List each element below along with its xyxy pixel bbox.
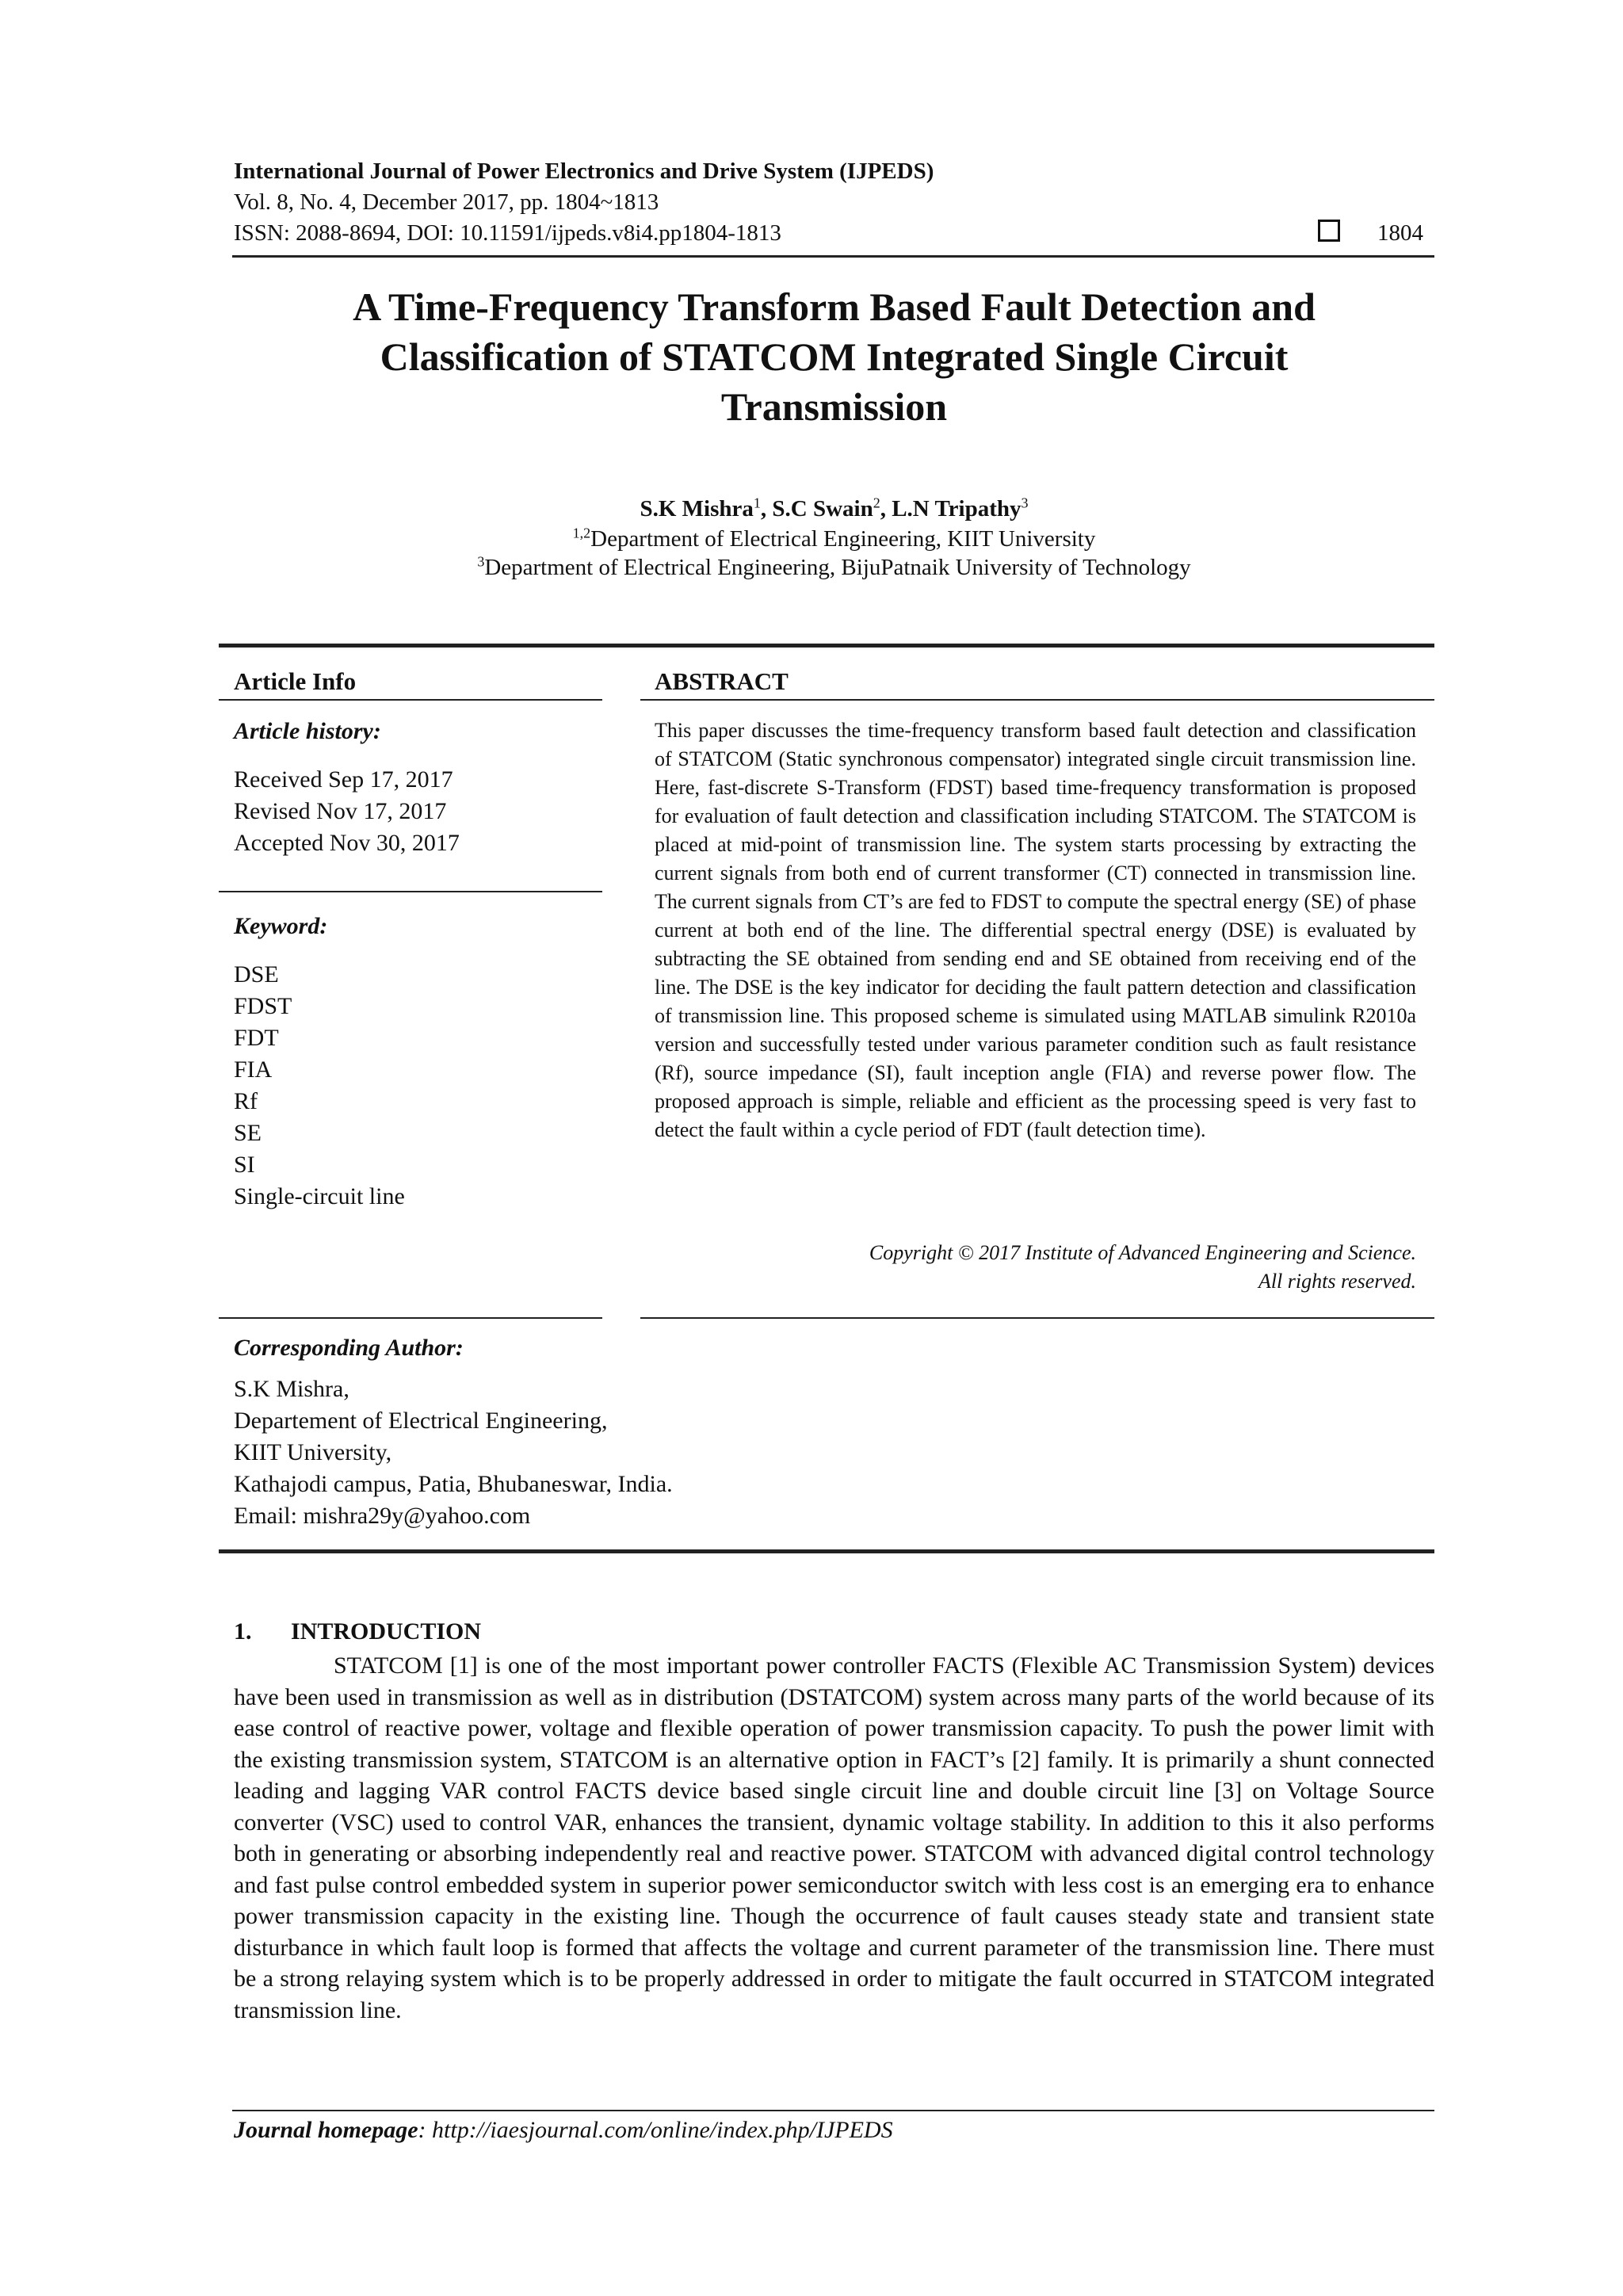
abstract-rule bbox=[640, 699, 1434, 701]
affiliation-1 bbox=[234, 525, 1434, 553]
corresponding-email: Email: mishra29y@yahoo.com bbox=[234, 1503, 531, 1529]
journal-homepage bbox=[234, 2117, 893, 2144]
homepage-label: Journal homepage bbox=[234, 2117, 418, 2143]
keyword-item: SE bbox=[234, 1120, 262, 1146]
corresponding-address: Kathajodi campus, Patia, Bhubaneswar, India. bbox=[234, 1471, 673, 1497]
left-column-bottom-rule bbox=[219, 1317, 602, 1319]
copyright bbox=[655, 1239, 1416, 1296]
volume-line: Vol. 8, No. 4, December 2017, pp. 1804~1813 bbox=[234, 189, 659, 215]
keyword-list bbox=[234, 959, 405, 1213]
introduction-heading bbox=[234, 1618, 481, 1645]
article-info-rule bbox=[219, 699, 602, 701]
header-rule bbox=[232, 255, 1434, 258]
paper-title bbox=[234, 282, 1434, 432]
section-title: INTRODUCTION bbox=[291, 1618, 482, 1645]
title-line-1: A Time-Frequency Transform Based Fault Detection and bbox=[353, 285, 1316, 329]
affiliation-1-sup: 1,2 bbox=[572, 525, 591, 541]
keyword-item: Single-circuit line bbox=[234, 1183, 405, 1209]
article-history-heading: Article history: bbox=[234, 718, 381, 744]
keyword-item: Rf bbox=[234, 1088, 258, 1114]
page-number: 1804 bbox=[1377, 220, 1423, 246]
article-info-heading: Article Info bbox=[234, 667, 357, 695]
corresponding-author-details bbox=[234, 1373, 673, 1532]
copyright-line-2: All rights reserved. bbox=[1258, 1270, 1416, 1293]
abstract-heading: ABSTRACT bbox=[655, 667, 789, 695]
corresponding-author-heading: Corresponding Author: bbox=[234, 1335, 464, 1361]
keyword-item: SI bbox=[234, 1152, 255, 1178]
author-3: , L.N Tripathy bbox=[880, 496, 1022, 521]
keyword-rule bbox=[219, 891, 602, 892]
info-box-top-rule bbox=[219, 644, 1434, 648]
abstract-bottom-rule bbox=[640, 1317, 1434, 1319]
revised-date: Revised Nov 17, 2017 bbox=[234, 798, 447, 824]
affiliation-1-text: Department of Electrical Engineering, KIIT University bbox=[590, 526, 1096, 552]
author-list bbox=[234, 495, 1434, 523]
author-1: S.K Mishra bbox=[640, 496, 754, 521]
section-number: 1. bbox=[234, 1618, 252, 1645]
corresponding-name: S.K Mishra, bbox=[234, 1376, 349, 1402]
keyword-item: DSE bbox=[234, 961, 279, 988]
title-line-3: Transmission bbox=[720, 384, 948, 429]
affiliation-2 bbox=[234, 553, 1434, 582]
author-2-sup: 2 bbox=[873, 495, 880, 511]
issn-line: ISSN: 2088-8694, DOI: 10.11591/ijpeds.v8i4.pp1804-1813 bbox=[234, 220, 781, 246]
introduction-body: STATCOM [1] is one of the most important power controller FACTS (Flexible AC Transmission System) devices have been used in transmission as well as in distribution (DSTATCOM) system across many parts of the world because of its ease control of reactive power, voltage and flexible operation of power transmission capacity. To push the power limit with the existing transmission system, STATCOM is an alternative option in FACT’s [2] family. It is primarily a shunt connected leading and lagging VAR control FACTS device based single circuit line and double circuit line [3] on Voltage Source converter (VSC) used to control VAR, enhances the transient, dynamic voltage stability. In addition to this it also performs both in generating or absorbing independently real and reactive power. STATCOM with advanced digital control technology and fast pulse control embedded system in superior power semiconductor switch with less cost is an emerging era to enhance power transmission capacity in the existing line. Though the occurrence of fault causes steady state and transient state disturbance in which fault loop is formed that affects the voltage and current parameter of the transmission line. There must be a strong relaying system which is to be properly addressed in order to mitigate the fault occurred in STATCOM integrated transmission line. bbox=[234, 1652, 1434, 2023]
keyword-heading: Keyword: bbox=[234, 913, 328, 939]
author-3-sup: 3 bbox=[1021, 495, 1029, 511]
corresponding-university: KIIT University, bbox=[234, 1439, 392, 1465]
keyword-item: FIA bbox=[234, 1056, 273, 1083]
keyword-item: FDT bbox=[234, 1025, 279, 1051]
accepted-date: Accepted Nov 30, 2017 bbox=[234, 830, 460, 856]
journal-name: International Journal of Power Electronics and Drive System (IJPEDS) bbox=[234, 159, 934, 184]
received-date: Received Sep 17, 2017 bbox=[234, 766, 453, 793]
checkbox-square-icon bbox=[1318, 220, 1340, 242]
copyright-line-1: Copyright © 2017 Institute of Advanced Engineering and Science. bbox=[869, 1241, 1416, 1264]
affiliation-2-text: Department of Electrical Engineering, BijuPatnaik University of Technology bbox=[484, 555, 1191, 580]
author-2: , S.C Swain bbox=[760, 496, 873, 521]
author-1-sup: 1 bbox=[753, 495, 761, 511]
affiliation-2-sup: 3 bbox=[477, 553, 485, 570]
homepage-url[interactable]: : http://iaesjournal.com/online/index.php/IJPEDS bbox=[418, 2117, 893, 2143]
corresponding-department: Departement of Electrical Engineering, bbox=[234, 1408, 608, 1434]
abstract-text: This paper discusses the time-frequency transform based fault detection and classification of STATCOM (Static synchronous compensator) integrated single circuit transmission line. Here, fast-discrete S-Transform (FDST) based time-frequency transformation is proposed for evaluation of fault detection and classification including STATCOM. The STATCOM is placed at mid-point of transmission line. The system starts processing by extracting the current signals from both end of current transformer (CT) connected in transmission line. The current signals from CT’s are fed to FDST to compute the spectral energy (SE) of phase current at both end of the line. The differential spectral energy (DSE) is evaluated by subtracting the SE obtained from sending end and SE obtained from receiving end of the line. The DSE is the key indicator for deciding the fault pattern detection and classification of transmission line. This proposed scheme is simulated using MATLAB simulink R2010a version and successfully tested under various parameter condition such as fault resistance (Rf), source impedance (SI), fault inception angle (FIA) and reverse power flow. The proposed approach is simple, reliable and efficient as the processing speed is very fast to detect the fault within a cycle period of FDT (fault detection time). bbox=[655, 719, 1416, 1141]
footer-rule bbox=[232, 2110, 1434, 2111]
title-line-2: Classification of STATCOM Integrated Single Circuit bbox=[380, 334, 1289, 379]
article-history-dates bbox=[234, 764, 460, 859]
keyword-item: FDST bbox=[234, 993, 292, 1019]
info-box-bottom-rule bbox=[219, 1549, 1434, 1553]
